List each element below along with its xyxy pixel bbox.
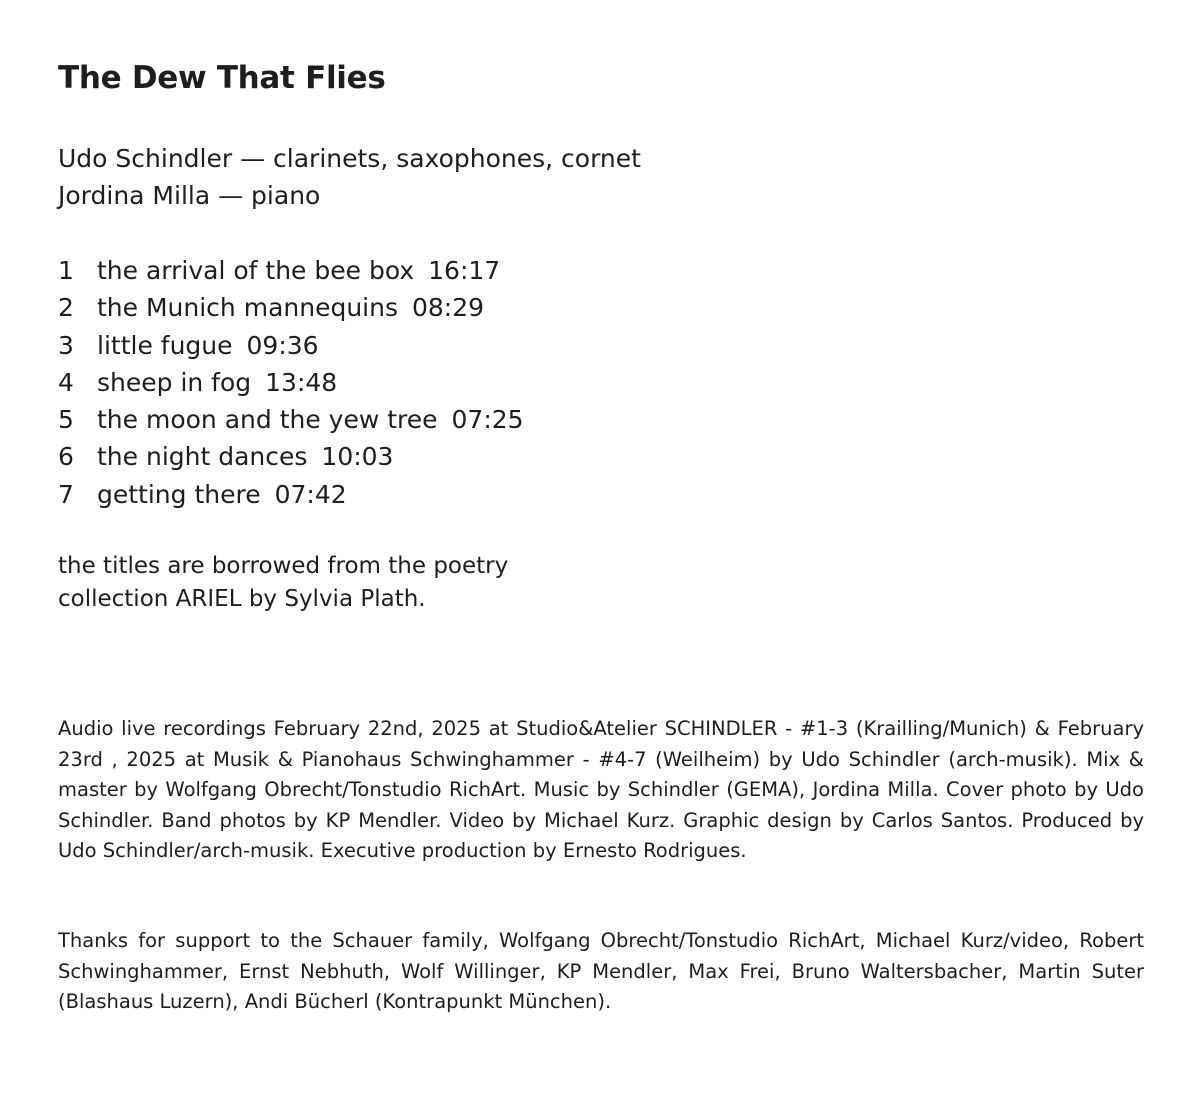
track-number: 2	[58, 293, 74, 323]
track-title: the moon and the yew tree	[97, 405, 438, 435]
track-title: sheep in fog	[97, 367, 252, 397]
personnel-line: Jordina Milla — piano	[58, 181, 321, 210]
track-duration: 16:17	[428, 256, 501, 285]
thanks-paragraph: Thanks for support to the Schauer family, Wolfgang Obrecht/Tonstudio RichArt, Michael Kurz/video, Robert Schwinghammer, Ernst Nebhuth, Wolf Willinger, KP Mendler, Max Frei, Bruno Waltersbacher, Martin Suter (Blashaus Luzern), Andi Bücherl (Kontrapunkt München).	[58, 929, 1144, 1013]
track-number: 4	[58, 367, 74, 397]
track-title: the Munich mannequins	[97, 293, 398, 323]
recording-credits-paragraph: Audio live recordings February 22nd, 2025 at Studio&Atelier SCHINDLER - #1-3 (Krailling/Munich) & February 23rd , 2025 at Musik & Pianohaus Schwinghammer - #4-7 (Weilheim) by Udo Schindler (arch-musik). Mix & master by Wolfgang Obrecht/Tonstudio RichArt. Music by Schindler (GEMA), Jordina Milla. Cover photo by Udo Schindler. Band photos by KP Mendler. Video by Michael Kurz. Graphic design by Carlos Santos. Produced by Udo Schindler/arch-musik. Executive production by Ernesto Rodrigues.	[58, 717, 1144, 862]
track-number: 5	[58, 405, 74, 435]
track-duration: 13:48	[265, 367, 338, 397]
track-list	[58, 252, 524, 513]
titles-note	[58, 550, 508, 616]
album-title: The Dew That Flies	[58, 60, 386, 96]
track-title: little fugue	[97, 330, 233, 360]
track-item	[58, 401, 524, 438]
track-duration: 10:03	[321, 442, 394, 472]
track-item	[58, 364, 524, 401]
track-title: the night dances	[97, 442, 308, 472]
track-duration: 08:29	[412, 293, 485, 323]
track-duration: 07:42	[274, 479, 347, 509]
personnel-line: Udo Schindler — clarinets, saxophones, cornet	[58, 144, 641, 173]
track-title: getting there	[97, 479, 261, 509]
track-duration: 07:25	[451, 405, 524, 435]
note-line: the titles are borrowed from the poetry	[58, 553, 509, 579]
personnel-list	[58, 140, 641, 214]
track-item	[58, 289, 524, 326]
track-number: 6	[58, 442, 74, 472]
track-item	[58, 438, 524, 475]
track-item	[58, 252, 524, 289]
track-duration: 09:36	[246, 330, 319, 360]
track-item	[58, 476, 524, 513]
track-number: 7	[58, 479, 74, 509]
note-line: collection ARIEL by Sylvia Plath.	[58, 586, 426, 612]
track-number: 3	[58, 330, 74, 360]
track-item	[58, 327, 524, 364]
track-title: the arrival of the bee box	[97, 256, 415, 285]
track-number: 1	[58, 256, 74, 285]
